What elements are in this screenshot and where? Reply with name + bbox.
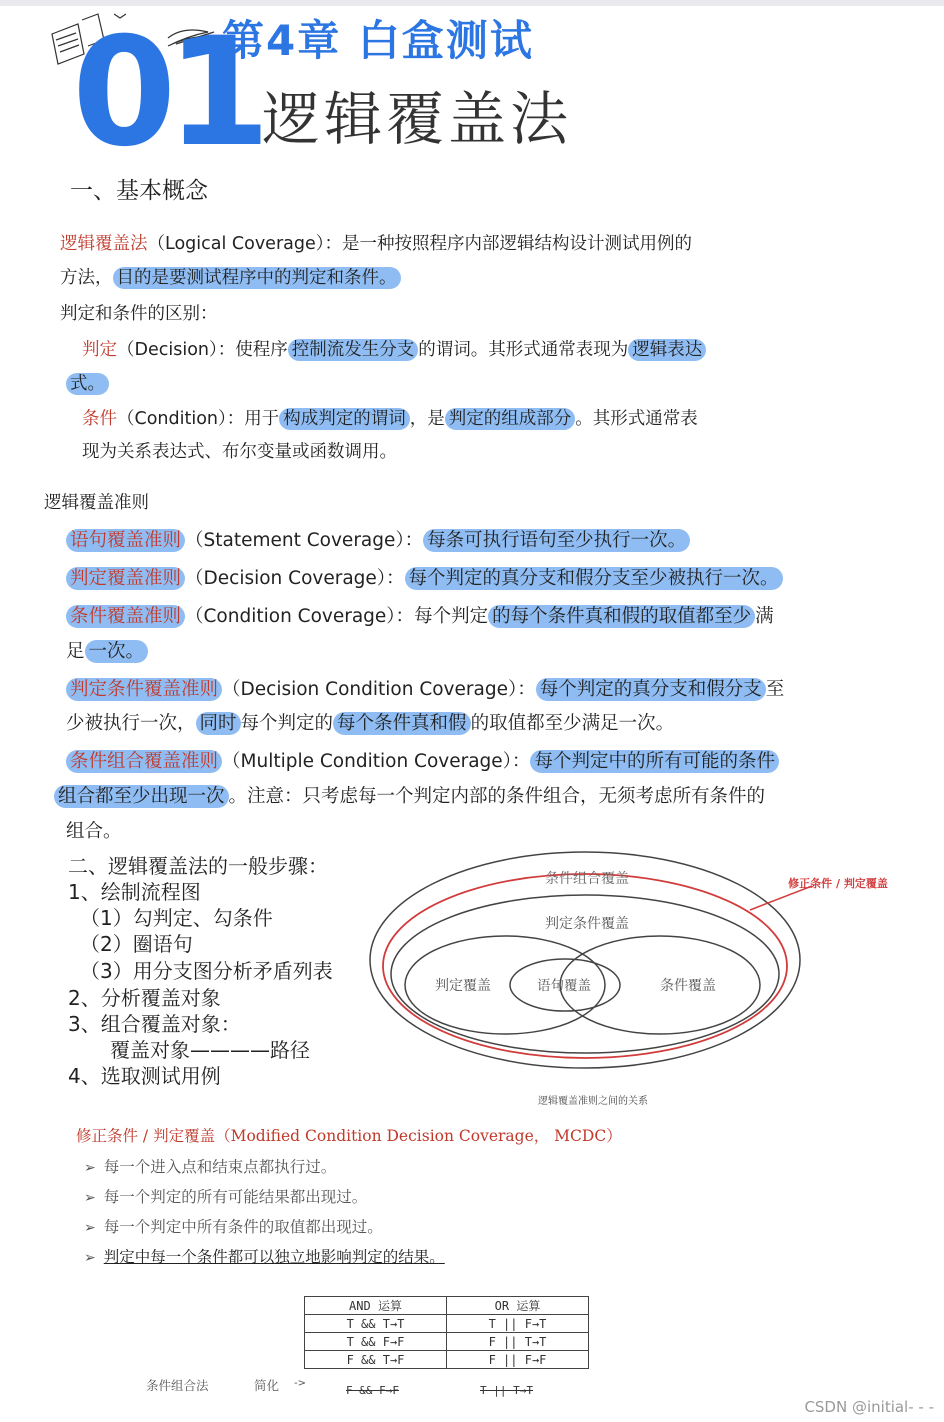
- table-cell: T && T→T: [305, 1315, 447, 1333]
- term-en: （Multiple Condition Coverage）：: [222, 751, 531, 772]
- table-row: [305, 1333, 589, 1351]
- table-cell: T || F→T: [447, 1315, 589, 1333]
- term-en: （Condition Coverage）：: [185, 606, 415, 627]
- criterion-text: 的取值都至少满足一次。: [470, 713, 675, 734]
- criterion-desc: 每个判定的真分支和假分支至少被执行一次。: [405, 567, 783, 590]
- table-row: [305, 1351, 589, 1369]
- condition-line-1: [82, 405, 698, 430]
- mcdc-item: [84, 1155, 336, 1177]
- step-item: 3、组合覆盖对象：: [68, 1012, 241, 1036]
- highlight-logic-expr: 逻辑表达: [628, 339, 706, 361]
- def-text: 方法，: [60, 268, 113, 288]
- criterion-text: 每个判定: [414, 606, 489, 627]
- term-mc-cov: 条件组合覆盖准则: [66, 750, 222, 773]
- table-cell: F || T→T: [447, 1333, 589, 1351]
- criterion-text: 足: [66, 641, 85, 662]
- section-heading-basic: 一、基本概念: [70, 178, 208, 204]
- term-dc-cov: 判定条件覆盖准则: [66, 678, 222, 701]
- term-condition: 条件: [82, 409, 117, 429]
- decision-line-1: [82, 336, 706, 361]
- step-item: 覆盖对象————路径: [110, 1038, 310, 1062]
- mcdc-title-text: 修正条件 / 判定覆盖（Modified Condition Decision Coverage， MCDC）: [76, 1127, 622, 1145]
- term-en: （Decision Condition Coverage）：: [222, 679, 536, 700]
- highlight-purpose: 目的是要测试程序中的判定和条件。: [113, 267, 401, 289]
- steps-heading: 二、逻辑覆盖法的一般步骤：: [68, 854, 328, 878]
- criterion-dc: [66, 675, 784, 701]
- step-item: （3）用分支图分析矛盾列表: [80, 959, 333, 983]
- diagram-caption: 逻辑覆盖准则之间的关系: [538, 1096, 648, 1107]
- criterion-statement: [66, 526, 690, 552]
- term-logical-coverage: 逻辑覆盖法: [60, 234, 148, 254]
- arrow-bullet-icon: ➢: [84, 1160, 96, 1176]
- table-cell: F || F→F: [447, 1351, 589, 1369]
- term-en: （Logical Coverage）：: [147, 234, 342, 254]
- condition-text: 用于: [244, 409, 280, 429]
- label-condition: 条件覆盖: [660, 978, 716, 994]
- watermark: CSDN @initial- - -: [804, 1398, 934, 1416]
- footer-label-combination: 条件组合法: [146, 1378, 209, 1393]
- condition-text: 。其形式通常表: [575, 409, 698, 429]
- mcdc-item-text: 每一个判定的所有可能结果都出现过。: [103, 1188, 368, 1206]
- criterion-desc: 每个条件真和假: [333, 712, 471, 735]
- criteria-heading: 逻辑覆盖准则: [44, 493, 149, 513]
- footer-simplified-or: T || T→T: [480, 1384, 533, 1397]
- chapter-title: 第4章 白盒测试: [222, 16, 534, 65]
- decision-text: 使程序: [235, 340, 288, 360]
- criterion-text: 少被执行一次，: [66, 713, 196, 734]
- criterion-desc: 一次。: [85, 640, 149, 663]
- coverage-relation-diagram: [360, 850, 944, 1110]
- criterion-desc: 每个判定中的所有可能的条件: [530, 750, 779, 773]
- mcdc-item: [84, 1245, 445, 1267]
- highlight-predicate: 构成判定的谓词: [279, 408, 410, 430]
- criterion-condition: [66, 602, 774, 628]
- definition-line-1: [60, 230, 692, 255]
- mcdc-item-text: 判定中每一个条件都可以独立地影响判定的结果。: [103, 1248, 445, 1266]
- mcdc-item-text: 每一个判定中所有条件的取值都出现过。: [103, 1218, 383, 1236]
- criterion-text: 每个判定的: [240, 713, 334, 734]
- arrow-bullet-icon: ➢: [84, 1250, 96, 1266]
- term-condition-cov: 条件覆盖准则: [66, 605, 185, 628]
- label-multiple-condition: 条件组合覆盖: [545, 871, 629, 887]
- step-item: （1）勾判定、勾条件: [80, 906, 273, 930]
- term-en: （Decision Coverage）：: [185, 568, 405, 589]
- footer-simplified-and: F && F→F: [346, 1384, 399, 1397]
- criterion-text: 。注意：只考虑每一个判定内部的条件组合，无须考虑所有条件的: [228, 786, 766, 807]
- label-mcdc: 修正条件 / 判定覆盖: [788, 877, 888, 890]
- criterion-desc: 同时: [196, 712, 241, 735]
- footer-label-simplify: 简化: [254, 1378, 280, 1393]
- mcdc-title: [76, 1124, 622, 1146]
- term-decision-cov: 判定覆盖准则: [66, 567, 185, 590]
- label-statement: 语句覆盖: [537, 978, 591, 994]
- condition-text: ，是: [409, 409, 445, 429]
- step-item: 2、分析覆盖对象: [68, 986, 221, 1010]
- criterion-desc: 组合都至少出现一次: [54, 785, 229, 808]
- criterion-decision: [66, 564, 783, 590]
- mcdc-item-text: 每一个进入点和结束点都执行过。: [103, 1158, 337, 1176]
- term-en: （Decision）：: [117, 340, 236, 360]
- header-or: OR 运算: [447, 1297, 589, 1315]
- top-bar: [0, 0, 944, 6]
- term-statement: 语句覆盖准则: [66, 529, 185, 552]
- header-and: AND 运算: [305, 1297, 447, 1315]
- mcdc-item: [84, 1185, 367, 1207]
- mcdc-item: [84, 1215, 383, 1237]
- condition-line-2: 现为关系表达式、布尔变量或函数调用。: [82, 442, 397, 462]
- table-row: [305, 1315, 589, 1333]
- decision-text: 的谓词。其形式通常表现为: [418, 340, 629, 360]
- term-en: （Statement Coverage）：: [185, 530, 424, 551]
- decision-line-2: [66, 370, 109, 395]
- def-text: 是一种按照程序内部逻辑结构设计测试用例的: [341, 234, 692, 254]
- label-decision-condition: 判定条件覆盖: [545, 916, 629, 932]
- page-title: 逻辑覆盖法: [262, 85, 573, 153]
- step-item: 1、绘制流程图: [68, 880, 201, 904]
- term-decision: 判定: [82, 340, 117, 360]
- criterion-desc: 的每个条件真和假的取值都至少: [488, 605, 755, 628]
- label-decision: 判定覆盖: [435, 978, 491, 994]
- logic-ops-table: [304, 1296, 589, 1369]
- criterion-mc: [66, 747, 779, 773]
- table-header-row: [305, 1297, 589, 1315]
- criterion-condition-2: [66, 637, 148, 663]
- criterion-desc: 每条可执行语句至少执行一次。: [423, 529, 690, 552]
- term-en: （Condition）：: [117, 409, 245, 429]
- definition-line-2: [60, 264, 401, 289]
- step-item: 4、选取测试用例: [68, 1064, 221, 1088]
- table-cell: T && F→F: [305, 1333, 447, 1351]
- highlight-branch: 控制流发生分支: [288, 339, 419, 361]
- arrow-bullet-icon: ➢: [84, 1190, 96, 1206]
- highlight-expr-end: 式。: [66, 373, 109, 395]
- criterion-dc-2: [66, 709, 674, 735]
- chapter-number: 01: [72, 18, 261, 152]
- criterion-text: 至: [765, 679, 785, 700]
- criterion-mc-2: [54, 782, 765, 808]
- criterion-text: 满: [755, 606, 774, 627]
- criterion-mc-3: 组合。: [66, 821, 122, 842]
- step-item: （2）圈语句: [80, 932, 193, 956]
- table-cell: F && T→F: [305, 1351, 447, 1369]
- criterion-desc: 每个判定的真分支和假分支: [536, 678, 766, 701]
- footer-arrow: ->: [294, 1378, 306, 1389]
- highlight-part: 判定的组成部分: [445, 408, 576, 430]
- diff-label: 判定和条件的区别：: [60, 304, 218, 324]
- ellipse-mcdc: [383, 874, 787, 1058]
- arrow-bullet-icon: ➢: [84, 1220, 96, 1236]
